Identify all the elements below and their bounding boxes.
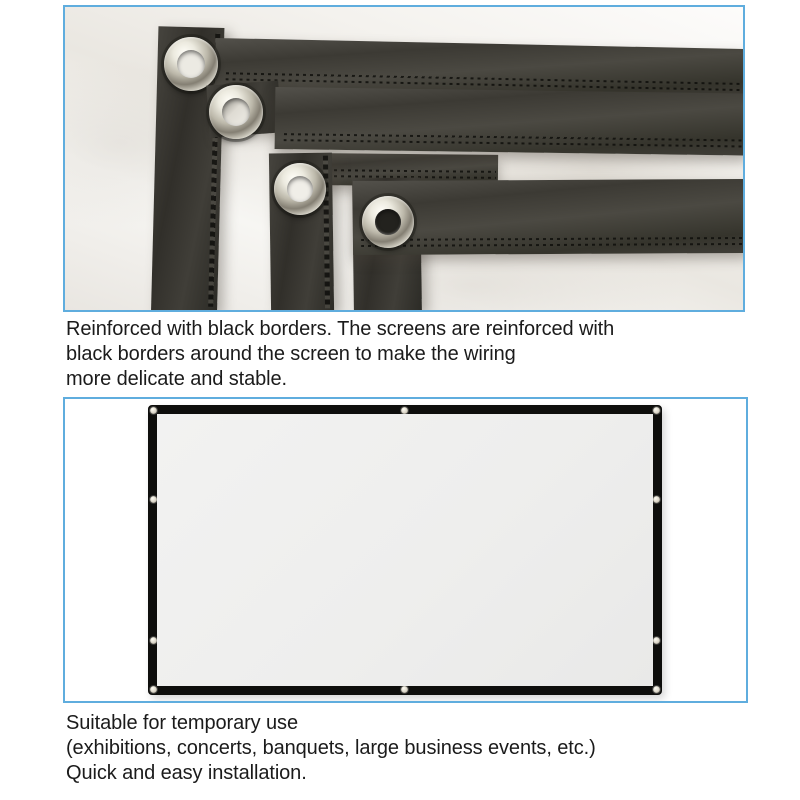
grommet-eyelet	[653, 637, 660, 644]
caption-line: (exhibitions, concerts, banquets, large business events, etc.)	[66, 737, 596, 759]
caption-temporary-use	[66, 711, 596, 786]
grommet-eyelet	[362, 196, 414, 248]
grommet-eyelet	[150, 496, 157, 503]
caption-line: Quick and easy installation.	[66, 762, 307, 784]
projection-screen-photo	[63, 397, 748, 703]
grommet-eyelet	[150, 637, 157, 644]
grommet-eyelet	[150, 407, 157, 414]
projection-screen	[148, 405, 662, 695]
grommet-eyelet	[164, 37, 218, 91]
grommet-hole	[177, 50, 205, 78]
white-fabric-background	[65, 7, 743, 310]
grommet-eyelet	[401, 407, 408, 414]
white-background	[65, 399, 746, 701]
caption-reinforced-borders	[66, 317, 614, 392]
grommet-eyelet	[274, 163, 326, 215]
grommet-hole	[222, 98, 250, 126]
grommet-eyelet	[653, 496, 660, 503]
grommet-eyelet	[150, 686, 157, 693]
grommet-eyelet	[209, 85, 263, 139]
grommet-eyelet	[401, 686, 408, 693]
grommet-borders-photo	[63, 5, 745, 312]
caption-line: black borders around the screen to make the wiring	[66, 343, 516, 365]
grommet-eyelet	[653, 686, 660, 693]
caption-line: more delicate and stable.	[66, 368, 287, 390]
grommet-hole	[287, 176, 313, 202]
caption-line: Suitable for temporary use	[66, 712, 298, 734]
grommet-eyelet	[653, 407, 660, 414]
fabric-border-strip	[275, 87, 745, 156]
grommet-hole	[375, 209, 401, 235]
caption-line: Reinforced with black borders. The screens are reinforced with	[66, 318, 615, 340]
